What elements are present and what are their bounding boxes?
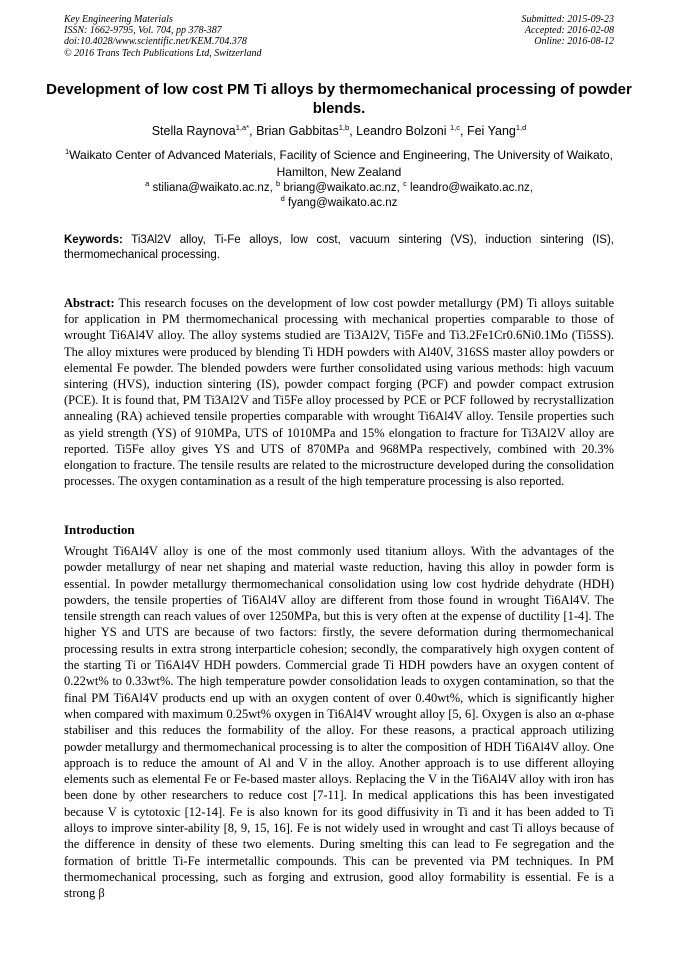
introduction-body (64, 543, 614, 902)
accepted-date: Accepted: 2016-02-08 (524, 25, 614, 37)
copyright-line: © 2016 Trans Tech Publications Ltd, Switzerland (64, 47, 262, 59)
author: Stella Raynova$^{1,a*}$ (151, 122, 250, 138)
author: Brian Gabbitas$^{1,b}$ (256, 122, 350, 138)
keywords-section (64, 233, 614, 263)
email-list (64, 181, 614, 211)
paper-title: Development of low cost PM Ti alloys by thermomechanical processing of powder blends. (46, 81, 632, 117)
submitted-date: Submitted: 2015-09-23 (521, 14, 614, 25)
affiliation: $^1$Waikato Center of Advanced Materials, Facility of Science and Engineering, The University of Waikato, Hamilton, New Zealand (65, 147, 613, 179)
email: $^c$ leandro@waikato.ac.nz, (403, 179, 533, 194)
email: $^b$ briang@waikato.ac.nz, (275, 179, 400, 194)
keywords-label: Keywords: (64, 234, 123, 246)
dates-info (522, 14, 615, 48)
journal-name: Key Engineering Materials (64, 14, 173, 25)
journal-info (64, 14, 262, 59)
abstract-label: Abstract: (64, 296, 115, 310)
author: Leandro Bolzoni $^{1,c}$ (356, 122, 461, 138)
doi-line: doi:10.4028/www.scientific.net/KEM.704.378 (64, 36, 247, 48)
introduction-paragraph: Wrought Ti6Al4V alloy is one of the most commonly used titanium alloys. With the advantages of the powder metallurgy of near net shaping and material waste reduction, having this alloy in powder form is essential. In powder metallurgy thermomechanical consolidation using low cost hydride dehydrate (HDH) powders, the tensile properties of Ti6Al4V alloy are different from those found in wrought Ti6Al4V. The tensile strength can reach values of over 1250MPa, but this is very often at the expense of ductility [1-4]. The higher YS and UTS are because of two factors: firstly, the severe deformation during thermomechanical processing results in extra strong interparticle cohesion; secondly, the comparatively high oxygen content of the starting Ti or Ti6Al4V HDH powders. Commercial grade Ti HDH powders have an oxygen content of 0.22wt% to 0.33wt%. The high temperature powder consolidation leads to oxygen contamination, so that the final PM Ti6Al4V products end up with an oxygen content of over 0.40wt%, which is significantly higher when compared with maximum 0.25wt% oxygen in Ti6Al4V wrought alloy [5, 6]. Oxygen is also an α-phase stabiliser and this reduces the formability of the alloy. For these reasons, a practical approach utilizing powder metallurgy and thermomechanical processing is to alter the composition of HDH Ti6Al4V alloy. One approach is to reduce the amount of Al and V in the alloy. Another approach is to use different alloying elements such as elemental Fe or Fe-based master alloys. Replacing the V in the Ti6Al4V alloy with iron has been done by other researchers to reduce cost [7-11]. In medical applications this has been investigated because V is cytotoxic [12-14]. Fe is also known for its good diffusivity in Ti and it has been added to Ti alloys to improve sinter-ability [8, 9, 15, 16]. Fe is not widely used in wrought and cast Ti alloys because of the difference in density of these two elements. During smelting this can lead to Fe segregation and the formation of brittle Ti-Fe intermetallic compounds. This can be prevented via PM techniques. In PM thermomechanical processing, such as forging and extrusion, good alloy formability is essential. Fe is a strong β (64, 544, 614, 901)
author-list: Stella Raynova$^{1,a*}$, Brian Gabbitas$^{1,b}$, Leandro Bolzoni $^{1,c}$, Fei Yang$^{1,d}$ (151, 122, 527, 138)
abstract-section (64, 295, 614, 489)
author: Fei Yang$^{1,d}$ (466, 122, 527, 138)
section-heading-introduction: Introduction (64, 522, 135, 537)
issn-line: ISSN: 1662-9795, Vol. 704, pp 378-387 (64, 25, 222, 37)
email: $^d$ fyang@waikato.ac.nz (280, 194, 398, 209)
abstract-text: This research focuses on the development of low cost powder metallurgy (PM) Ti alloys suitable for application in PM thermomechanical processing with mechanical properties comparable to those of wrought Ti6Al4V alloy. The alloy systems studied are Ti3Al2V, Ti5Fe and Ti3.2Fe1Cr0.6Ni0.1Mo (Ti5SS). The alloy mixtures were produced by blending Ti HDH powders with Al40V, 316SS master alloy powders or elemental Fe powder. The blended powders were further consolidated using various methods: high vacuum sintering (HVS), induction sintering (IS), powder compact forging (PCF) and powder compact extrusion (PCE). It is found that, PM Ti3Al2V and Ti5Fe alloy processed by PCE or PCF followed by recrystallization annealing (RA) achieved tensile properties comparable with wrought Ti6Al4V alloy. Tensile properties such as yield strength (YS) of 910MPa, UTS of 1010MPa and 15% elongation to fracture for Ti3Al2V alloy are reported. Ti5Fe alloy gives YS and UTS of 870MPa and 968MPa respectively, combined with 20.3% elongation to fracture. The tensile results are related to the microstructure developed during the consolidation processes. The oxygen contamination as a result of the high temperature processing is also reported. (64, 296, 614, 489)
email: $^a$ stiliana@waikato.ac.nz, (145, 179, 273, 194)
online-date: Online: 2016-08-12 (534, 36, 614, 48)
keywords-text: Ti3Al2V alloy, Ti-Fe alloys, low cost, vacuum sintering (VS), induction sintering (IS), thermomechanical processing. (64, 234, 614, 261)
